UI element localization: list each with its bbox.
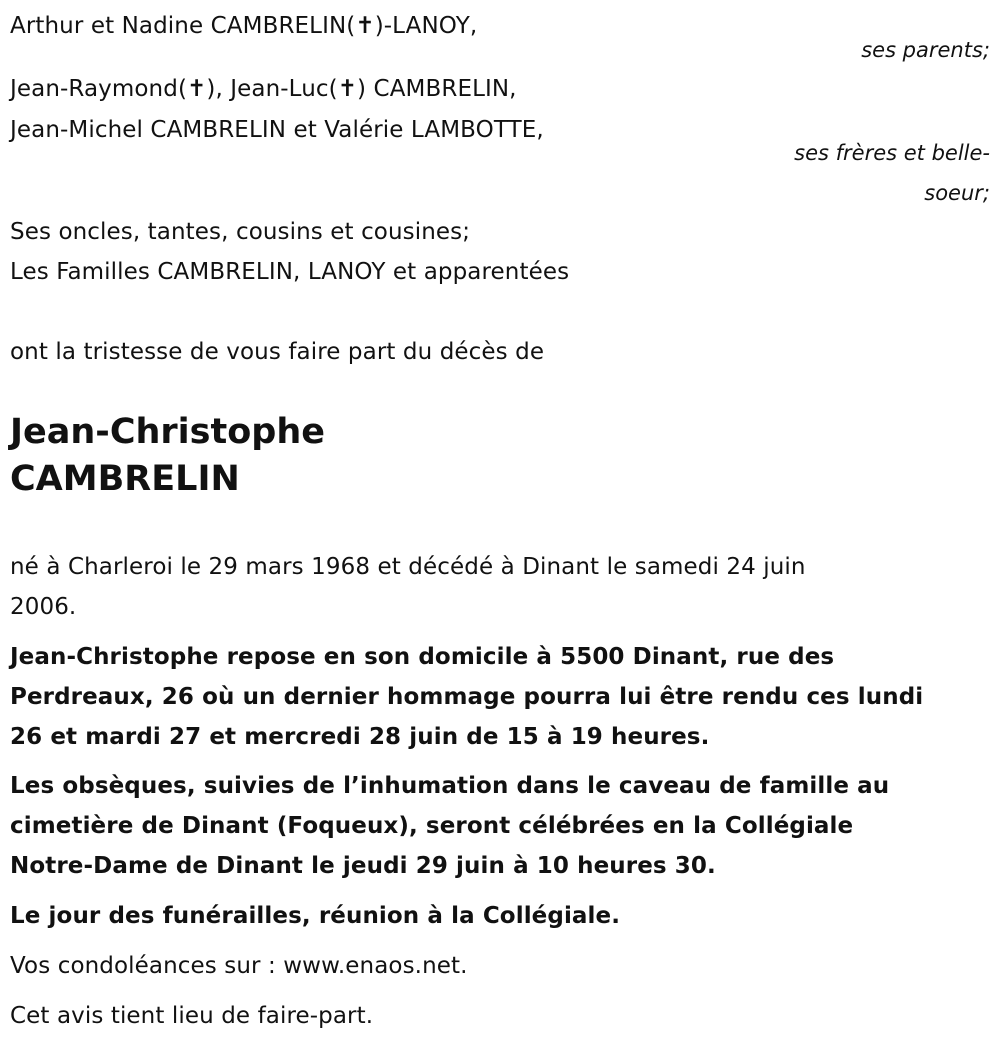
- gathering-line: Le jour des funérailles, réunion à la Collégiale.: [10, 903, 621, 929]
- notice-line: Cet avis tient lieu de faire-part.: [10, 1003, 374, 1029]
- parents-role: ses parents;: [861, 38, 990, 62]
- parents-line: Arthur et Nadine CAMBRELIN(✝)-LANOY,: [10, 13, 478, 39]
- funeral-line-3: Notre-Dame de Dinant le jeudi 29 juin à 10 heures 30.: [10, 853, 716, 879]
- rest-line-2: Perdreaux, 26 où un dernier hommage pourra lui être rendu ces lundi: [10, 684, 924, 710]
- brothers-role-line-1: ses frères et belle-: [794, 141, 990, 165]
- relatives-line-2: Les Familles CAMBRELIN, LANOY et apparentées: [10, 259, 570, 285]
- birth-death-line-1: né à Charleroi le 29 mars 1968 et décédé à Dinant le samedi 24 juin: [10, 554, 806, 580]
- brothers-line-2: Jean-Michel CAMBRELIN et Valérie LAMBOTTE,: [10, 117, 544, 143]
- condolences-line: Vos condoléances sur : www.enaos.net.: [10, 953, 468, 979]
- announcement-intro: ont la tristesse de vous faire part du décès de: [10, 339, 545, 365]
- funeral-line-1: Les obsèques, suivies de l’inhumation dans le caveau de famille au: [10, 773, 890, 799]
- deceased-first-name: Jean-Christophe: [10, 412, 325, 452]
- relatives-line-1: Ses oncles, tantes, cousins et cousines;: [10, 219, 471, 245]
- rest-line-1: Jean-Christophe repose en son domicile à 5500 Dinant, rue des: [10, 644, 835, 670]
- brothers-role-line-2: soeur;: [924, 181, 990, 205]
- funeral-line-2: cimetière de Dinant (Foqueux), seront célébrées en la Collégiale: [10, 813, 854, 839]
- deceased-last-name: CAMBRELIN: [10, 459, 240, 499]
- rest-line-3: 26 et mardi 27 et mercredi 28 juin de 15 à 19 heures.: [10, 724, 710, 750]
- brothers-line-1: Jean-Raymond(✝), Jean-Luc(✝) CAMBRELIN,: [10, 76, 517, 102]
- birth-death-line-2: 2006.: [10, 594, 77, 620]
